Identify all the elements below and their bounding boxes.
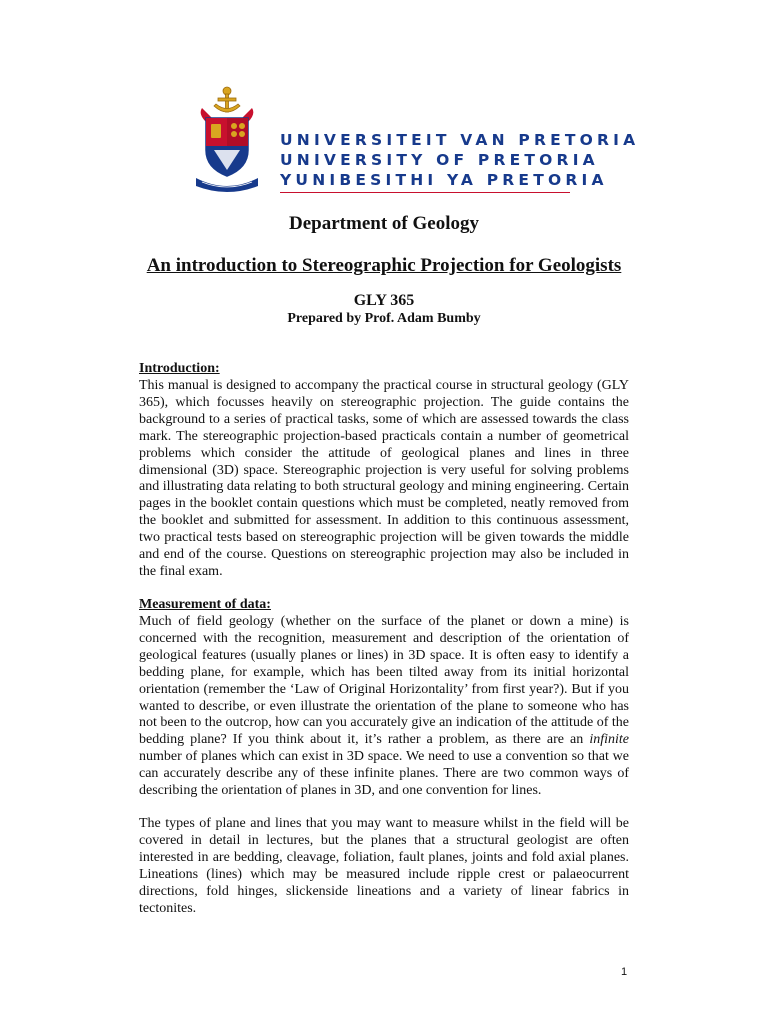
university-crest-icon: [192, 84, 262, 196]
university-names: [280, 130, 640, 193]
measurement-heading: Measurement of data:: [139, 597, 271, 612]
document-title: An introduction to Stereographic Projection for Geologists: [146, 255, 622, 276]
introduction-paragraph: This manual is designed to accompany the practical course in structural geology (GLY 365), which focusses heavily on stereographic projection. The guide contains the background to a series of practical tasks, some of which are assessed towards the class mark. The stereographic projection-based practicals contain a number of geometrical problems which consider the attitude of geological planes and lines in three dimensional (3D) space. Stereographic projection is very useful for solving problems and illustrating data relating to both structural geology and mining engineering. Certain pages in the booklet contain questions which must be completed, neatly removed from the booklet and submitted for assessment. In addition to this continuous assessment, two practical tests based on stereographic projection will be given towards the middle and end of the course. Questions on stereographic projection may also be included in the final exam.: [139, 378, 629, 579]
university-name-sepedi: YUNIBESITHI YA PRETORIA: [280, 171, 608, 189]
university-logo: [192, 84, 640, 196]
introduction-heading: Introduction:: [139, 361, 220, 376]
measurement-italic-word: infinite: [589, 732, 629, 748]
department-heading: Department of Geology: [289, 213, 479, 234]
measurement-text-part1: Much of field geology (whether on the surface of the planet or down a mine) is concerned with the recognition, measurement and description of the orientation of geological features (usually planes or lines) in 3D space. It is often easy to identify a bedding plane, for example, which has been tilted away from its initial horizontal orientation (remember the ‘Law of Original Horizontality’ from first year?). But if you wanted to describe, or even illustrate the orientation of the plane to someone who has not been to the outcrop, how can you accurately give an indication of the attitude of the bedding plane? If you think about it, it’s rather a problem, as there are an: [139, 614, 629, 748]
university-name-english: UNIVERSITY OF PRETORIA: [280, 151, 599, 169]
university-name-afrikaans: UNIVERSITEIT VAN PRETORIA: [280, 131, 640, 149]
logo-divider: [280, 192, 570, 193]
course-code: GLY 365: [353, 292, 415, 309]
page-number: 1: [621, 966, 628, 978]
author-line: Prepared by Prof. Adam Bumby: [287, 311, 481, 326]
measurement-text-part2: number of planes which can exist in 3D space. We need to use a convention so that we can accurately describe any of these infinite planes. There are two common ways of describing the orientation of planes in 3D, and one convention for lines.: [139, 749, 629, 799]
measurement-paragraph: [139, 614, 629, 800]
plane-types-paragraph: The types of plane and lines that you may want to measure whilst in the field will be covered in detail in lectures, but the planes that a structural geologist are often interested in are bedding, cleavage, foliation, fault planes, joints and fold axial planes. Lineations (lines) which may be measured include ripple crest or palaeocurrent directions, fold hinges, slickenside lineations and a variety of linear fabrics in tectonites.: [139, 816, 629, 916]
